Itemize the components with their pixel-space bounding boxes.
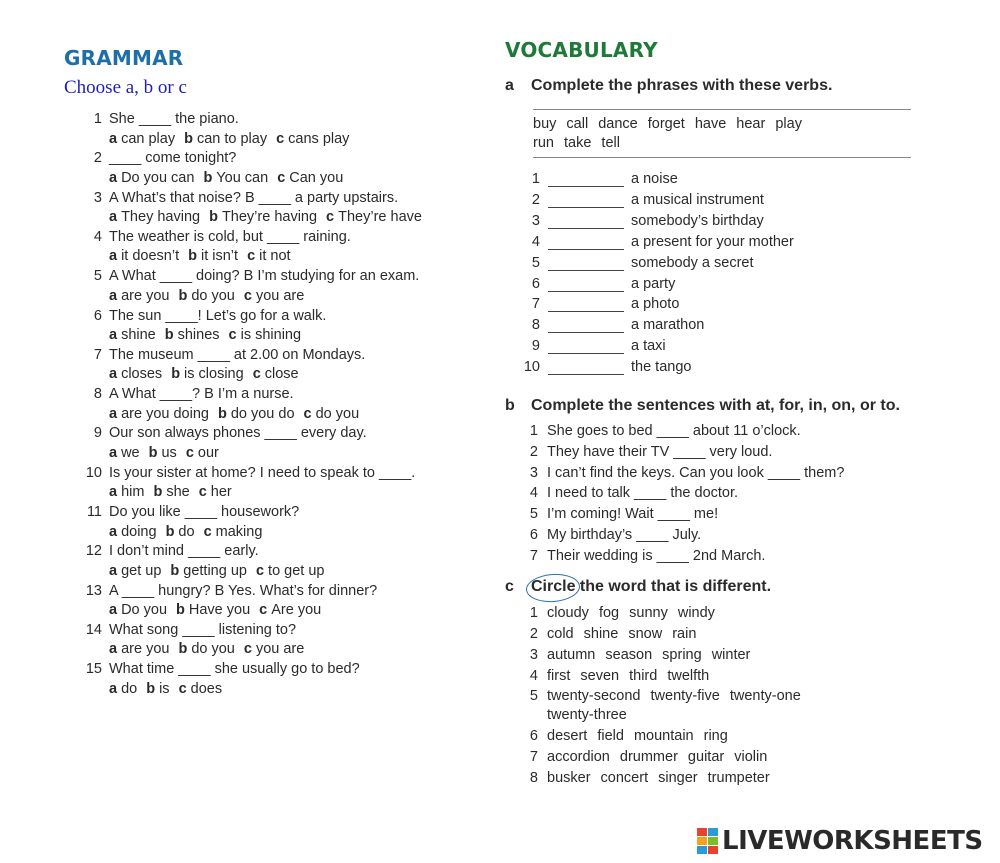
- answer-option[interactable]: You can: [216, 169, 269, 186]
- phrase-text: somebody a secret: [631, 254, 754, 271]
- question-text: ____ come tonight?: [109, 150, 237, 167]
- sentence-number: 5: [529, 506, 538, 523]
- option-letter: c: [185, 444, 194, 461]
- sentence-text: She goes to bed ____ about 11 o’clock.: [547, 423, 801, 439]
- answer-blank[interactable]: [548, 186, 624, 187]
- sentence-text: They have their TV ____ very loud.: [547, 443, 773, 460]
- phrase-text: a noise: [631, 171, 678, 187]
- phrase-number: 5: [531, 254, 540, 271]
- question-number: 10: [85, 464, 102, 481]
- question-number: 12: [85, 543, 102, 560]
- phrase-number: 9: [531, 338, 540, 355]
- option-letter: b: [170, 562, 180, 579]
- word-row-text-continued[interactable]: twenty-three: [547, 707, 627, 723]
- sentence-text: My birthday’s ____ July.: [547, 527, 702, 543]
- question-text: I don’t mind ____ early.: [109, 543, 259, 560]
- answer-option[interactable]: it not: [259, 248, 291, 265]
- option-letter: a: [109, 169, 118, 186]
- sentence-number: 2: [529, 443, 538, 460]
- word-row-number: 2: [529, 626, 538, 642]
- option-letter: a: [109, 287, 118, 304]
- answer-option[interactable]: They’re having: [221, 209, 318, 226]
- section-a-text: Complete the phrases with these verbs.: [531, 77, 833, 94]
- phrase-text: a marathon: [631, 317, 705, 334]
- question-options: [109, 208, 431, 228]
- word-row-text[interactable]: desert field mountain ring: [547, 728, 728, 744]
- question-number: 14: [85, 621, 102, 638]
- answer-option[interactable]: are you: [121, 287, 170, 304]
- section-c-letter: c: [505, 578, 514, 595]
- word-row-text[interactable]: busker concert singer trumpeter: [547, 770, 770, 786]
- option-letter: b: [153, 484, 163, 501]
- section-c-text: Circle the word that is different.: [531, 578, 772, 595]
- answer-option[interactable]: get up: [121, 562, 162, 579]
- answer-option[interactable]: is shining: [240, 327, 302, 343]
- word-row-number: 3: [529, 647, 538, 663]
- question-text: What time ____ she usually go to bed?: [109, 661, 360, 678]
- phrase-number: 2: [531, 191, 540, 208]
- answer-option[interactable]: do: [178, 523, 195, 540]
- option-letter: b: [171, 366, 181, 383]
- question-options: [109, 326, 310, 346]
- phrase-number: 8: [531, 317, 540, 334]
- section-a-heading: [505, 77, 832, 95]
- word-row-number: 4: [529, 668, 538, 684]
- question-options: [109, 640, 313, 660]
- sentence-number: 4: [529, 485, 538, 502]
- verb-box-bottom-rule: [533, 157, 911, 158]
- option-letter: b: [203, 169, 213, 186]
- question-number: 8: [93, 386, 102, 403]
- answer-option[interactable]: our: [197, 444, 219, 461]
- question-text: She ____ the piano.: [109, 111, 239, 127]
- verb-list-line-1: buy call dance forget have hear play: [533, 116, 802, 132]
- vocabulary-title: VOCABULARY: [505, 38, 658, 62]
- answer-option[interactable]: do you: [191, 641, 235, 658]
- question-options: [109, 562, 333, 582]
- answer-option[interactable]: does: [190, 680, 223, 697]
- question-number: 9: [93, 425, 102, 442]
- logo-text: LIVEWORKSHEETS: [722, 826, 983, 856]
- question-number: 4: [93, 228, 102, 245]
- circle-annotation: [525, 572, 581, 604]
- option-letter: c: [326, 209, 335, 226]
- option-letter: b: [146, 680, 156, 697]
- option-letter: a: [109, 641, 118, 658]
- option-letter: c: [255, 562, 265, 579]
- sentence-number: 7: [529, 547, 538, 564]
- answer-option[interactable]: closes: [121, 366, 163, 383]
- answer-option[interactable]: you are: [255, 287, 305, 304]
- section-a-letter: a: [505, 77, 514, 94]
- sentence-text: I can’t find the keys. Can you look ____ them?: [547, 464, 845, 481]
- answer-option[interactable]: she: [166, 484, 190, 501]
- grammar-instruction: Choose a, b or c: [64, 77, 187, 98]
- option-letter: a: [109, 366, 118, 383]
- option-letter: b: [176, 602, 185, 619]
- answer-blank[interactable]: [548, 332, 624, 333]
- question-text: The museum ____ at 2.00 on Mondays.: [109, 346, 366, 363]
- answer-option[interactable]: They’re have: [338, 209, 422, 226]
- answer-blank[interactable]: [548, 228, 624, 229]
- answer-option[interactable]: Are you: [271, 602, 322, 619]
- word-row-text[interactable]: accordion drummer guitar violin: [547, 749, 768, 765]
- answer-option[interactable]: are you doing: [121, 405, 209, 422]
- question-options: [109, 365, 308, 385]
- option-letter: c: [178, 680, 187, 697]
- answer-option[interactable]: shine: [121, 327, 156, 343]
- question-number: 1: [93, 111, 102, 127]
- question-options: [109, 405, 368, 425]
- question-options: [109, 444, 228, 464]
- word-row-number: 8: [529, 770, 538, 786]
- question-number: 7: [93, 346, 102, 363]
- question-text: The weather is cold, but ____ raining.: [109, 228, 351, 245]
- answer-option[interactable]: doing: [121, 523, 157, 540]
- answer-option[interactable]: her: [210, 484, 232, 501]
- phrase-number: 6: [531, 275, 540, 292]
- answer-option[interactable]: do you: [191, 287, 235, 304]
- question-options: [109, 523, 271, 543]
- question-text: Our son always phones ____ every day.: [109, 425, 367, 442]
- option-letter: b: [148, 444, 158, 461]
- sentence-text: I need to talk ____ the doctor.: [547, 485, 739, 502]
- answer-option[interactable]: can to play: [196, 130, 268, 147]
- option-letter: c: [198, 484, 207, 501]
- answer-blank[interactable]: [548, 291, 624, 292]
- option-letter: b: [165, 523, 175, 540]
- section-b-heading: [505, 397, 900, 415]
- question-text: A ____ hungry? B Yes. What’s for dinner?: [109, 582, 378, 599]
- question-text: What song ____ listening to?: [109, 621, 297, 638]
- question-options: [109, 247, 300, 267]
- answer-blank[interactable]: [548, 270, 624, 271]
- answer-blank[interactable]: [548, 311, 624, 312]
- sentence-number: 3: [529, 464, 538, 481]
- answer-option[interactable]: do: [121, 680, 138, 697]
- verb-list-line-2: run take tell: [533, 135, 620, 151]
- question-number: 13: [85, 582, 102, 599]
- option-letter: a: [109, 209, 118, 226]
- option-letter: c: [228, 327, 237, 343]
- word-row-number: 6: [529, 728, 538, 744]
- option-letter: a: [109, 130, 118, 147]
- sentence-number: 6: [529, 527, 538, 543]
- question-text: A What’s that noise? B ____ a party upstairs.: [109, 189, 399, 206]
- option-letter: b: [178, 641, 188, 658]
- phrase-text: a party: [631, 275, 676, 292]
- answer-option[interactable]: They having: [121, 209, 201, 226]
- question-options: [109, 287, 313, 307]
- answer-option[interactable]: getting up: [183, 562, 247, 579]
- option-letter: c: [203, 523, 212, 540]
- option-letter: c: [247, 248, 256, 265]
- question-options: [109, 130, 358, 150]
- verb-box-top-rule: [533, 109, 911, 110]
- option-letter: b: [188, 248, 197, 265]
- answer-blank[interactable]: [548, 249, 624, 250]
- phrase-text: a present for your mother: [631, 233, 794, 250]
- option-letter: c: [276, 130, 285, 147]
- section-b-text: Complete the sentences with at, for, in, on, or to.: [531, 397, 900, 414]
- question-text: A What ____ doing? B I’m studying for an exam.: [109, 268, 420, 285]
- question-options: [109, 483, 241, 503]
- option-letter: a: [109, 405, 118, 422]
- answer-blank[interactable]: [548, 374, 624, 375]
- phrase-text: the tango: [631, 359, 692, 376]
- answer-option[interactable]: it isn’t: [200, 248, 239, 265]
- word-row-text[interactable]: autumn season spring winter: [547, 647, 751, 663]
- question-number: 11: [86, 504, 102, 520]
- phrase-text: somebody’s birthday: [631, 212, 764, 229]
- word-row-text[interactable]: cloudy fog sunny windy: [547, 605, 715, 621]
- question-text: Is your sister at home? I need to speak to ____.: [109, 464, 416, 481]
- answer-option[interactable]: do you: [315, 405, 360, 422]
- answer-option[interactable]: is: [159, 680, 170, 697]
- option-letter: a: [109, 248, 118, 265]
- option-letter: b: [178, 287, 188, 304]
- option-letter: a: [109, 602, 118, 619]
- question-text: Do you like ____ housework?: [109, 504, 300, 520]
- option-letter: b: [164, 327, 174, 343]
- word-row-text[interactable]: twenty-second twenty-five twenty-one: [547, 688, 801, 704]
- answer-option[interactable]: Have you: [188, 602, 251, 619]
- option-letter: b: [209, 209, 218, 226]
- word-row-text[interactable]: first seven third twelfth: [547, 668, 710, 684]
- sentence-text: Their wedding is ____ 2nd March.: [547, 547, 766, 564]
- answer-option[interactable]: can play: [121, 130, 176, 147]
- word-row-number: 5: [529, 688, 538, 704]
- sentence-number: 1: [529, 423, 538, 439]
- answer-option[interactable]: Do you: [121, 602, 168, 619]
- answer-option[interactable]: is closing: [184, 366, 244, 383]
- phrase-number: 3: [531, 212, 540, 229]
- question-number: 3: [93, 189, 102, 206]
- sentence-text: I’m coming! Wait ____ me!: [547, 506, 719, 523]
- option-letter: a: [109, 680, 118, 697]
- phrase-text: a photo: [631, 296, 680, 313]
- option-letter: a: [109, 523, 118, 540]
- answer-blank[interactable]: [548, 207, 624, 208]
- answer-option[interactable]: making: [215, 523, 263, 540]
- option-letter: c: [259, 602, 268, 619]
- option-letter: c: [243, 287, 252, 304]
- answer-option[interactable]: cans play: [288, 130, 350, 147]
- answer-option[interactable]: Can you: [289, 169, 344, 186]
- question-options: [109, 680, 231, 700]
- answer-option[interactable]: us: [161, 444, 177, 461]
- phrase-number: 1: [531, 171, 540, 187]
- grammar-title: GRAMMAR: [64, 46, 184, 70]
- word-row-number: 1: [529, 605, 538, 621]
- question-number: 15: [85, 661, 102, 678]
- phrase-text: a taxi: [631, 338, 666, 355]
- option-letter: a: [109, 444, 118, 461]
- answer-option[interactable]: do you do: [230, 405, 295, 422]
- answer-blank[interactable]: [548, 353, 624, 354]
- word-row-text[interactable]: cold shine snow rain: [547, 626, 697, 642]
- question-number: 6: [93, 307, 102, 324]
- option-letter: c: [252, 366, 261, 383]
- answer-option[interactable]: shines: [177, 327, 220, 343]
- answer-option[interactable]: Do you can: [121, 169, 195, 186]
- option-letter: c: [303, 405, 312, 422]
- answer-option[interactable]: him: [121, 484, 145, 501]
- answer-option[interactable]: to get up: [268, 562, 325, 579]
- answer-option[interactable]: it doesn’t: [121, 248, 180, 265]
- option-letter: a: [109, 484, 118, 501]
- answer-option[interactable]: are you: [121, 641, 170, 658]
- option-letter: c: [243, 641, 252, 658]
- liveworksheets-logo-icon: [697, 828, 719, 854]
- section-b-letter: b: [505, 397, 515, 414]
- question-number: 2: [93, 150, 102, 167]
- phrase-number: 7: [531, 296, 540, 313]
- option-letter: a: [109, 327, 118, 343]
- answer-option[interactable]: you are: [255, 641, 305, 658]
- answer-option[interactable]: we: [121, 444, 140, 461]
- option-letter: b: [217, 405, 227, 422]
- question-options: [109, 601, 330, 621]
- option-letter: b: [184, 130, 193, 147]
- option-letter: a: [109, 562, 118, 579]
- question-text: A What ____? B I’m a nurse.: [109, 386, 294, 403]
- option-letter: c: [277, 169, 286, 186]
- question-options: [109, 169, 352, 189]
- answer-option[interactable]: close: [264, 366, 299, 383]
- word-row-number: 7: [529, 749, 538, 765]
- question-text: The sun ____! Let’s go for a walk.: [109, 307, 327, 324]
- phrase-number: 10: [523, 359, 540, 376]
- phrase-number: 4: [531, 233, 540, 250]
- phrase-text: a musical instrument: [631, 191, 764, 208]
- question-number: 5: [93, 268, 102, 285]
